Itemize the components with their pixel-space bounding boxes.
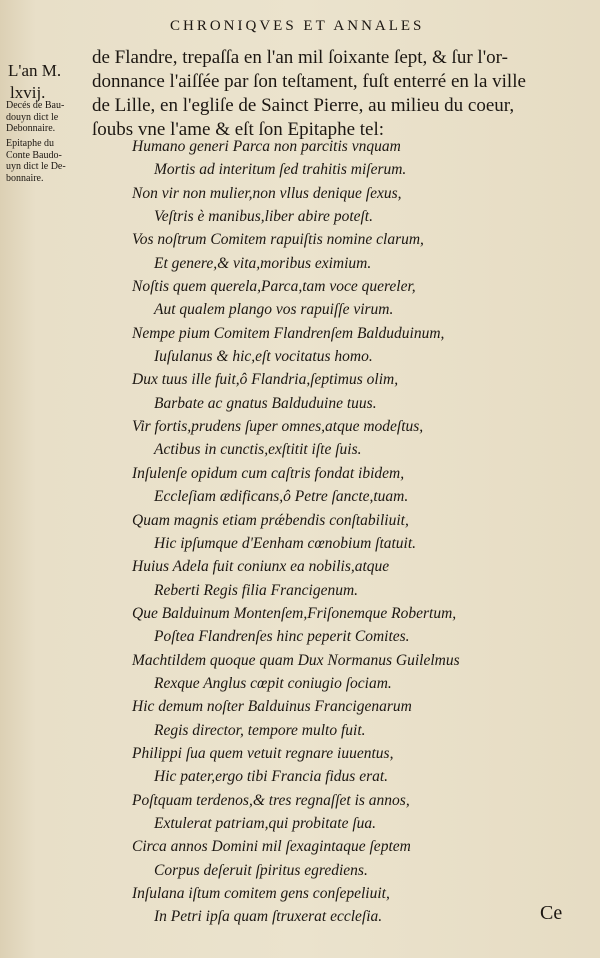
margin-note-line: Conte Baudo- (6, 149, 62, 161)
verse-line: Quam magnis etiam prǽbendis conſtabiliuit, (132, 511, 409, 529)
verse-line: Mortis ad interitum ſed trahitis miſerum. (154, 161, 407, 179)
verse-line: Inſulana iſtum comitem gens conſepeliuit, (132, 885, 390, 902)
verse-line: Extulerat patriam,qui probitate ſua. (154, 814, 377, 832)
epitaph-verse (132, 135, 592, 929)
margin-year (8, 60, 88, 104)
margin-note-line: uyn dict le De- (6, 161, 66, 172)
prose-line: de Flandre, trepaſſa en l'an mil ſoixante ſept, & ſur l'or- (92, 47, 508, 68)
verse-line: Circa annos Domini mil ſexagintaque ſeptem (132, 838, 411, 856)
verse-line: Machtildem quoque quam Dux Normanus Guilelmus (132, 651, 460, 669)
verse-line: Non vir non mulier,non vllus denique ſexus, (132, 184, 402, 202)
verse-line: Corpus deſeruit ſpiritus egrediens. (154, 861, 368, 879)
verse-line: Philippi ſua quem vetuit regnare iuuentus, (132, 744, 394, 762)
verse-line: Veſtris è manibus,liber abire poteſt. (154, 208, 373, 226)
margin-note-death (6, 100, 90, 135)
verse-line: Inſulenſe opidum cum caſtris fondat ibidem, (132, 464, 405, 482)
verse-line: Regis director, tempore multo fuit. (154, 721, 366, 739)
margin-note-line: Debonnaire. (6, 123, 56, 134)
verse-line: Hic demum noſter Balduinus Francigenarum (132, 698, 412, 716)
verse-line: Rexque Anglus cœpit coniugio ſociam. (154, 674, 392, 692)
verse-line: Vir fortis,prudens ſuper omnes,atque modeſtus, (132, 418, 424, 436)
margin-year-line: L'an M. (8, 61, 62, 80)
verse-line: Aut qualem plango vos rapuiſſe virum. (154, 301, 394, 319)
margin-note-line: Epitaphe du (6, 138, 55, 149)
verse-line: Hic ipſumque d'Eenham cœnobium ſtatuit. (154, 534, 417, 552)
catchword: Ce (540, 902, 563, 924)
verse-line: Poſtquam terdenos,& tres regnaſſet is annos, (132, 791, 410, 809)
verse-line: Huius Adela fuit coniunx ea nobilis,atque (132, 558, 390, 576)
verse-line: Poſtea Flandrenſes hinc peperit Comites. (154, 628, 410, 646)
margin-note-line: bonnaire. (6, 172, 44, 184)
margin-year-line: lxvij. (10, 83, 46, 102)
verse-line: Eccleſiam ædificans,ô Petre ſancte,tuam. (154, 488, 409, 506)
verse-line: Iuſulanus & hic,eſt vocitatus homo. (154, 348, 373, 366)
verse-line: Barbate ac gnatus Balduduine tuus. (154, 394, 377, 412)
prose-line: de Lille, en l'egliſe de Sainct Pierre, au milieu du coeur, (92, 95, 515, 116)
prose-line: ſoubs vne l'ame & eſt ſon Epitaphe tel: (92, 119, 385, 140)
verse-line: Hic pater,ergo tibi Francia fidus erat. (154, 768, 389, 786)
running-head: CHRONIQVES ET ANNALES (170, 18, 425, 34)
verse-line: Et genere,& vita,moribus eximium. (154, 254, 372, 272)
margin-note-epitaph (6, 138, 90, 184)
margin-note-line: Decés de Bau- (6, 100, 65, 111)
verse-line: Nempe pium Comitem Flandrenſem Balduduinum, (132, 324, 445, 342)
verse-line: Dux tuus ille fuit,ô Flandria,ſeptimus olim, (132, 371, 399, 389)
verse-line: In Petri ipſa quam ſtruxerat eccleſia. (154, 908, 383, 926)
verse-line: Humano generi Parca non parcitis vnquam (132, 138, 401, 155)
verse-line: Reberti Regis filia Francigenum. (154, 581, 359, 599)
prose-paragraph (92, 46, 592, 142)
verse-line: Que Balduinum Montenſem,Friſonemque Robertum, (132, 604, 457, 622)
verse-line: Noſtis quem querela,Parca,tam voce quereler, (132, 278, 416, 296)
verse-line: Vos noſtrum Comitem rapuiſtis nomine clarum, (132, 231, 424, 249)
prose-line: donnance l'aiſſée par ſon teſtament, fuſt enterré en la ville (92, 71, 526, 92)
verse-line: Actibus in cunctis,exſtitit iſte ſuis. (154, 441, 362, 459)
margin-note-line: douyn dict le (6, 111, 59, 123)
